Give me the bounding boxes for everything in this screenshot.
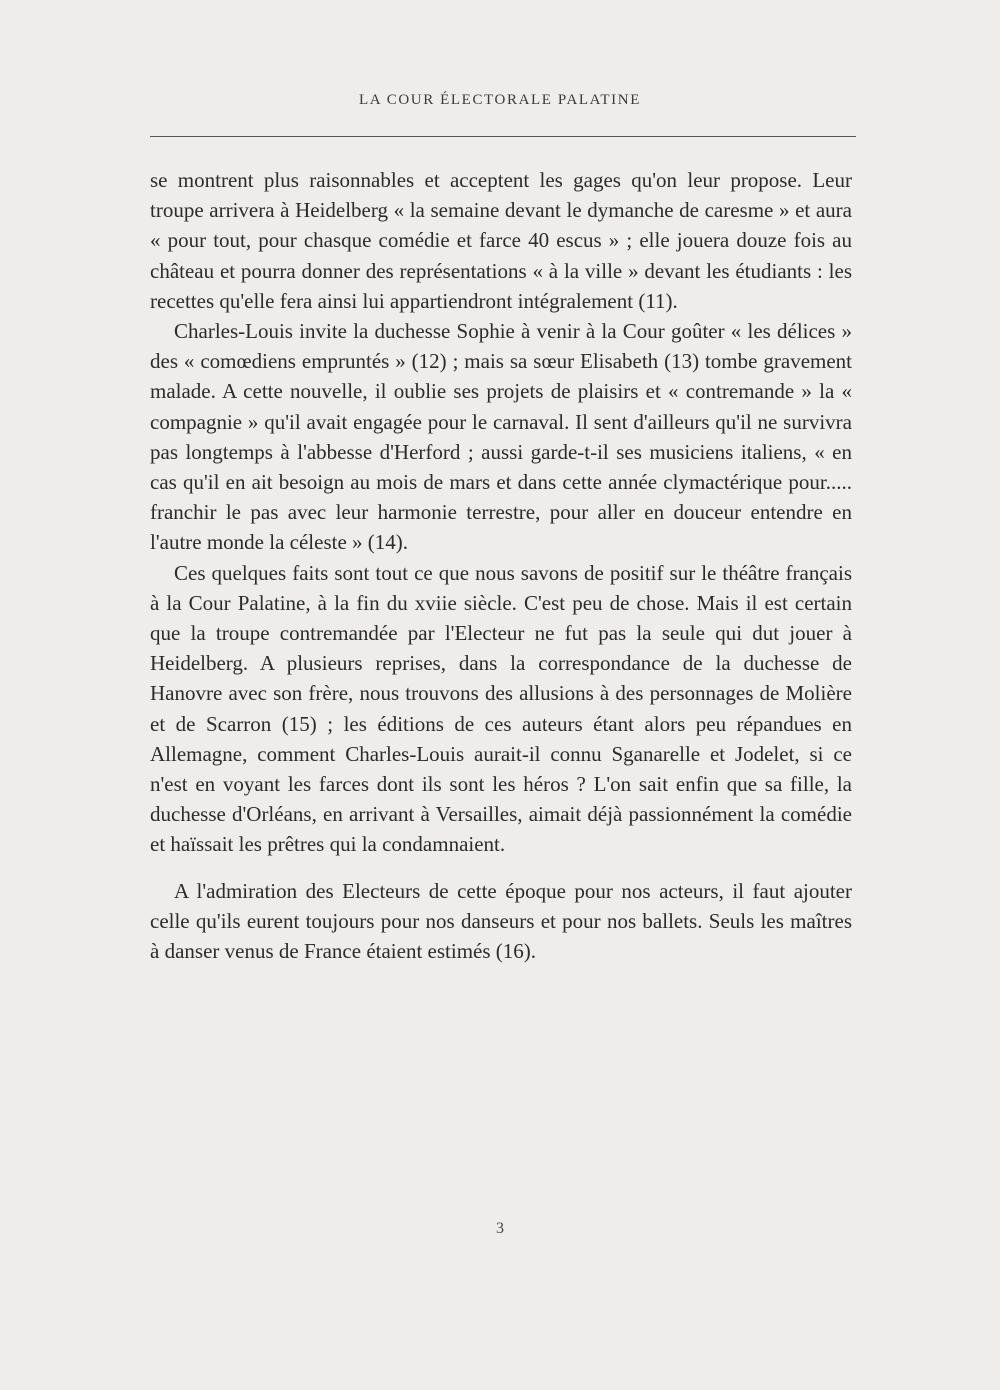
paragraph-continuation: se montrent plus raisonnables et acceptent les gages qu'on leur propose. Leur troupe arrivera à Heidelberg « la semaine devant le dymanche de caresme » et aura « pour tout, pour chasque comédie et farce 40 escus » ; elle jouera douze fois au château et pourra donner des représentations « à la ville » devant les étudiants : les recettes qu'elle fera ainsi lui appartiendront intégralement (11).	[150, 168, 852, 313]
paragraph: A l'admiration des Electeurs de cette époque pour nos acteurs, il faut ajouter celle qu'ils eurent toujours pour nos danseurs et pour nos ballets. Seuls les maîtres à danser venus de France étaient estimés (16).	[150, 878, 852, 964]
paragraph: Charles-Louis invite la duchesse Sophie à venir à la Cour goûter « les délices » des « comœdiens empruntés » (12) ; mais sa sœur Elisabeth (13) tombe gravement malade. A cette nouvelle, il oublie ses projets de plaisirs et « contremande » la « compagnie » qu'il avait engagée pour le carnaval. Il sent d'ailleurs qu'il ne survivra pas longtemps à l'abbesse d'Herford ; aussi garde-t-il ses musiciens italiens, « en cas qu'il en ait besoign au mois de mars et dans cette année clymactérique pour..... franchir le pas avec leur harmonie terrestre, pour aller en douceur entendre en l'autre monde la céleste » (14).	[150, 319, 852, 555]
running-head: LA COUR ÉLECTORALE PALATINE	[359, 92, 641, 108]
body-text	[150, 165, 852, 966]
page-number: 3	[496, 1220, 504, 1237]
paragraph: Ces quelques faits sont tout ce que nous savons de positif sur le théâtre français à la Cour Palatine, à la fin du xviie siècle. C'est peu de chose. Mais il est certain que la troupe contremandée par l'Electeur ne fut pas la seule qui dut jouer à Heidelberg. A plusieurs reprises, dans la correspondance de la duchesse de Hanovre avec son frère, nous trouvons des allusions à des personnages de Molière et de Scarron (15) ; les éditions de ces auteurs étant alors peu répandues en Allemagne, comment Charles-Louis aurait-il connu Sganarelle et Jodelet, si ce n'est en voyant les farces dont ils sont les héros ? L'on sait enfin que sa fille, la duchesse d'Orléans, en arrivant à Versailles, aimait déjà passionnément la comédie et haïssait les prêtres qui la condamnaient.	[150, 560, 852, 857]
header-rule	[150, 136, 856, 137]
